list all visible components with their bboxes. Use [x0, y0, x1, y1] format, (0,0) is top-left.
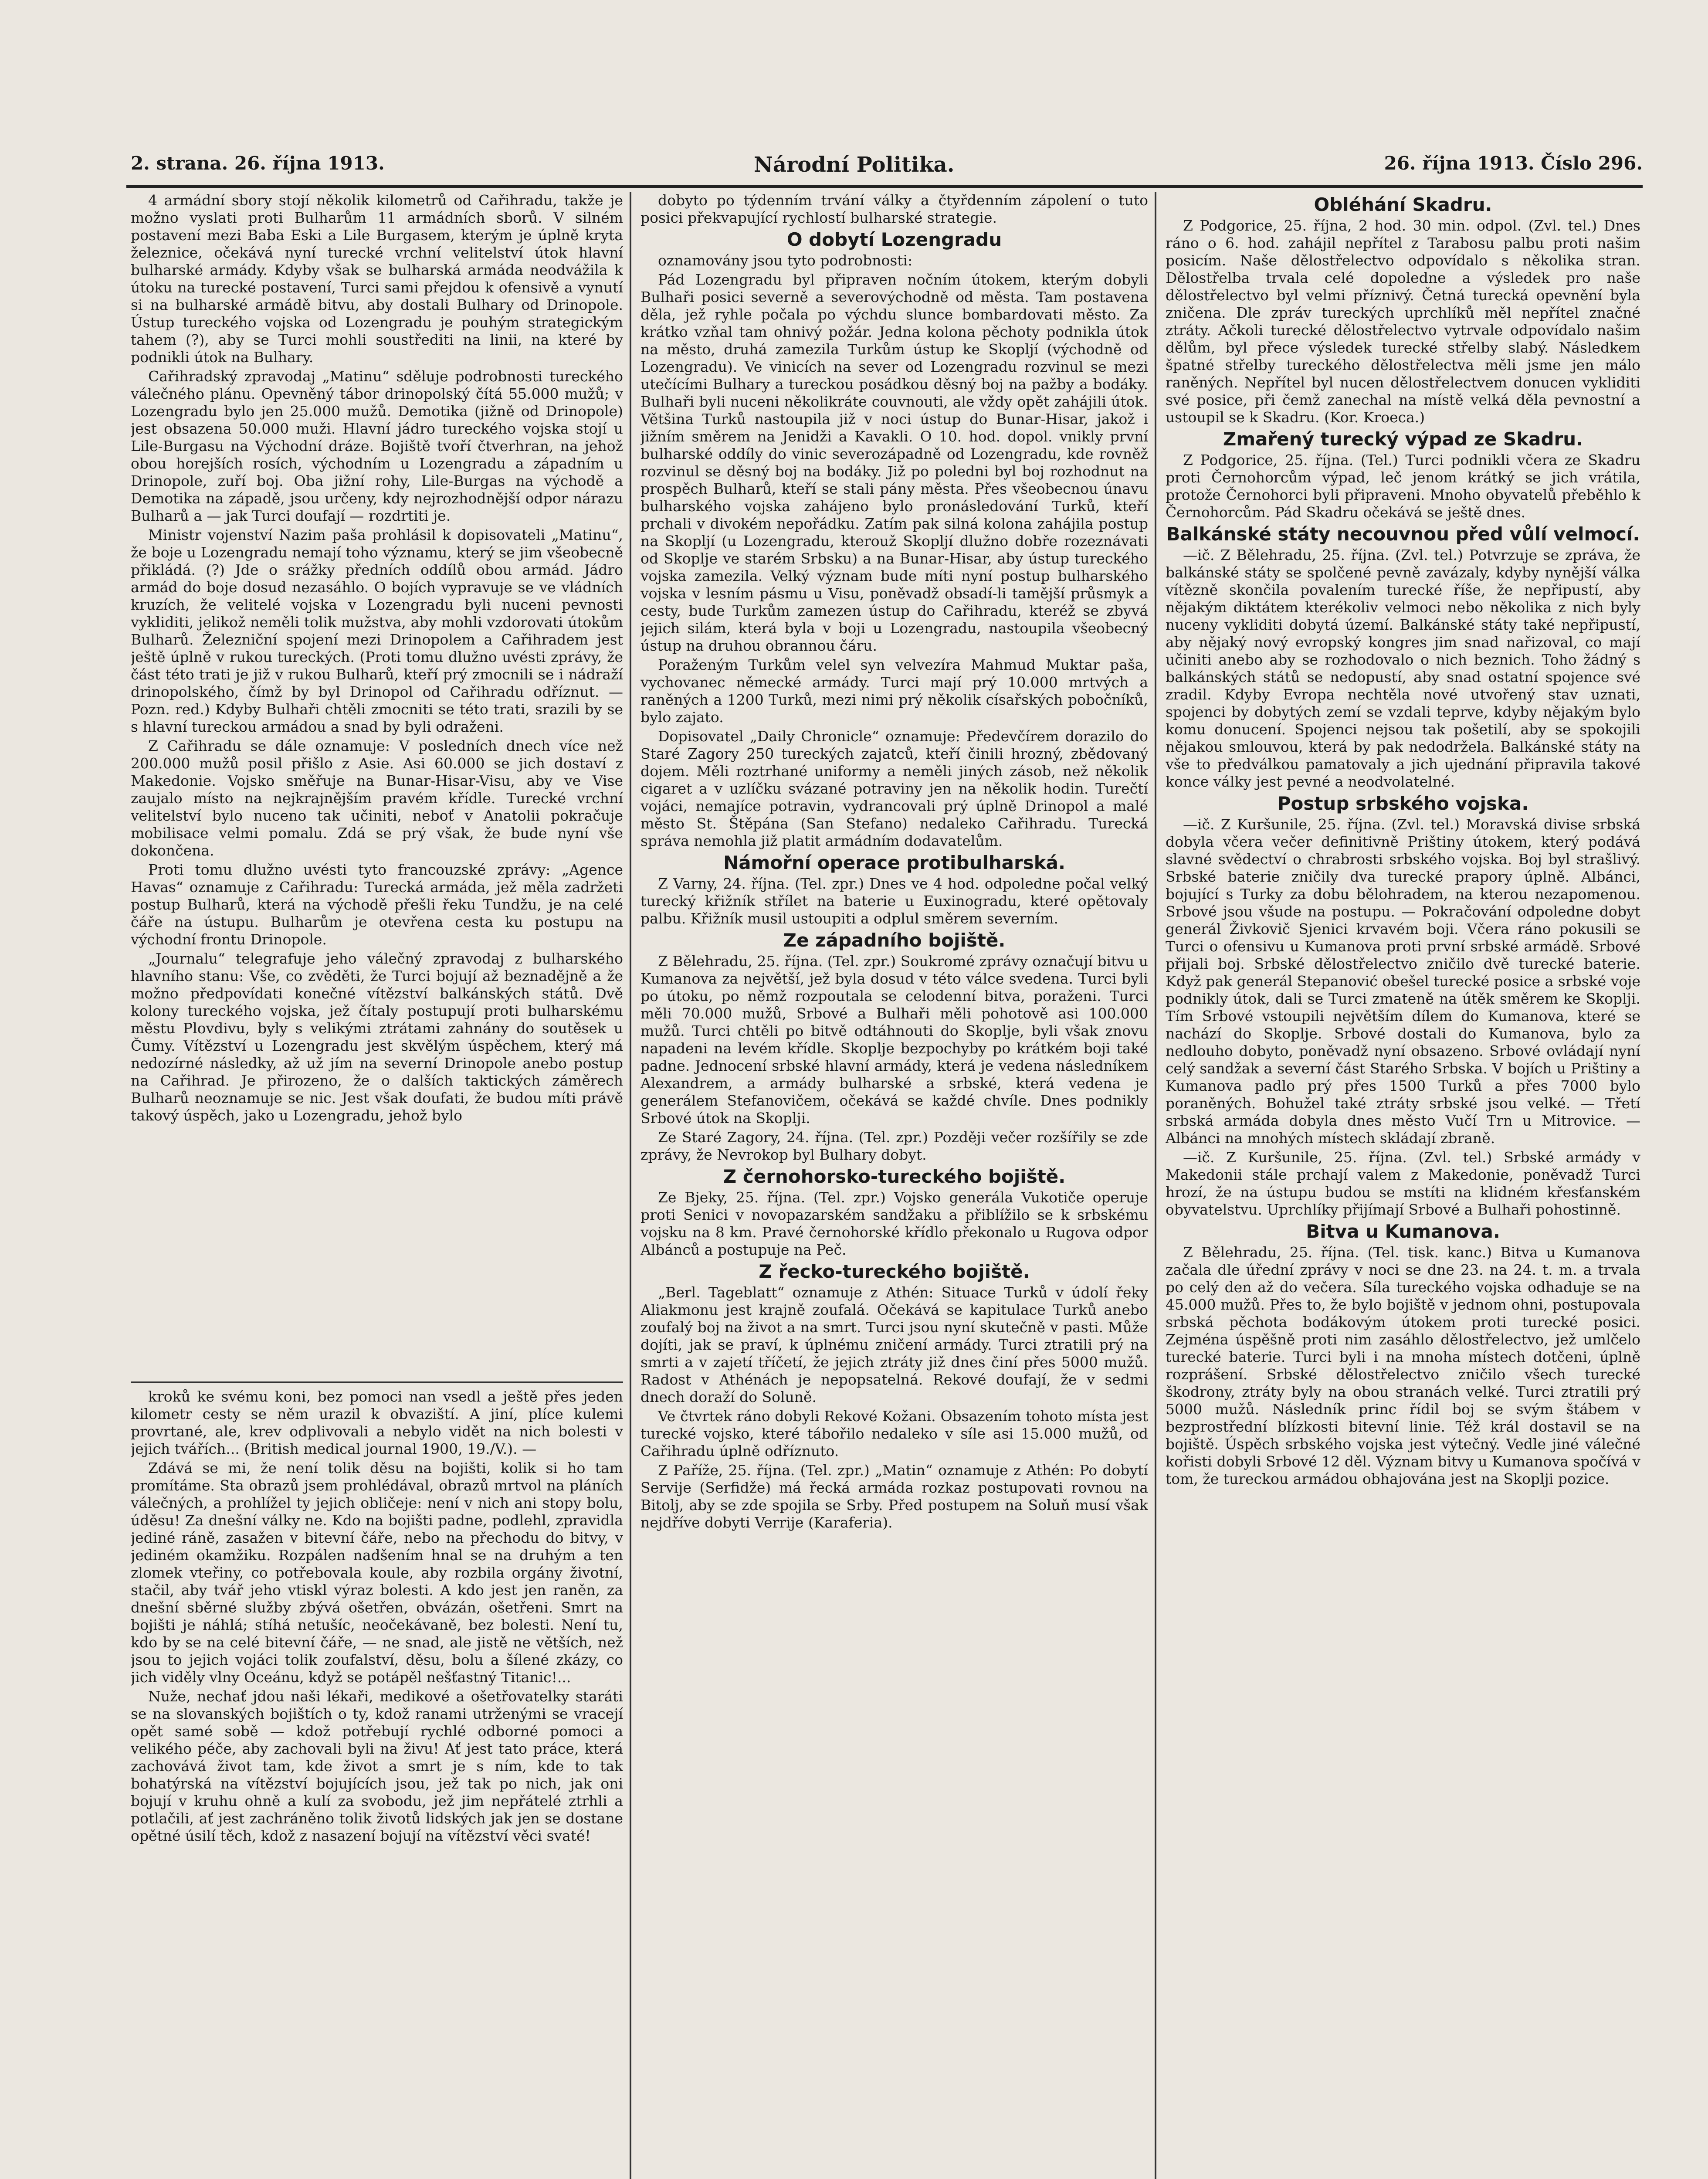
- article-paragraph: Z Podgorice, 25. října. (Tel.) Turci podnikli včera ze Skadru proti Černohorcům výpad, leč jenom krátký se jich vrátila, protože Černohorci byli připraveni. Mnoho obyvatelů přeběhlo k Černohorcům. Pád Skadru očekává se ještě dnes.: [1166, 451, 1640, 521]
- column-1-separator: [131, 1381, 623, 1383]
- masthead-title: Národní Politika.: [754, 153, 955, 177]
- article-paragraph: kroků ke svému koni, bez pomoci nan vsedl a ještě přes jeden kilometr cesty se něm urazil k obvaziští. A jiní, plíce kulemi provrtané, ale, krev odplivovali a nebylo vidět na nich bolesti v jejich tvářích... (British medical journal 1900, 19./V.). —: [131, 1388, 623, 1457]
- section-heading: Zmařený turecký výpad ze Skadru.: [1223, 428, 1583, 450]
- article-paragraph: Ze Staré Zagory, 24. října. (Tel. zpr.) Později večer rozšířily se zde zprávy, že Nevrokop byl Bulhary dobyt.: [640, 1129, 1148, 1163]
- header-rule: [126, 185, 1643, 188]
- section-heading: Bitva u Kumanova.: [1306, 1221, 1500, 1242]
- column-1-lower: [131, 1388, 623, 2179]
- article-paragraph: dobyto po týdenním trvání války a čtyřdenním zápolení o tuto posici překvapující rychlostí bulharské strategie.: [640, 192, 1148, 226]
- section-heading: Z řecko-tureckého bojiště.: [759, 1261, 1030, 1282]
- article-paragraph: Cařihradský zpravodaj „Matinu“ sděluje podrobnosti tureckého válečného plánu. Opevněný tábor drinopolský čítá 55.000 mužů; v Lozengradu bylo jen 25.000 mužů. Demotika (jižně od Drinopole) jest obsazena 50.000 muži. Hlavní jádro tureckého vojska stojí u Lile-Burgasu na Východní dráze. Bojiště tvoří čtverhran, na jehož obou horejších rosích, východním u Lozengradu a západním u Drinopole, zuří boj. Oba jižní rohy, Lile-Burgas na východě a Demotika na západě, jsou určeny, kdy nejrozhodnější odpor nárazu Bulharů a — jak Turci doufají — rozdrtiti je.: [131, 368, 623, 524]
- article-paragraph: —ič. Z Kuršunile, 25. října. (Zvl. tel.) Moravská divise srbská dobyla včera večer definitivně Prištiny útokem, který podává slavné svědectví o chrabrosti srbského vojska. Boj byl strašlivý. Srbské baterie zničily dva turecké prapory úplně. Albánci, bojující s Turky za dobu bělohradem, na kterou nezapomenou. Srbové jsou všude na postupu. — Pokračování odpoledne dobyt generál Živkovič Sjenici krvavém boji. Včera ráno pokusili se Turci o ofensivu u Kumanova proti první srbské armádě. Srbové přijali boj. Srbské dělostřelectvo zničilo dvě turecké baterie. Když pak generál Stepanović obešel turecké posice a srbské voje podnikly útok, dali se Turci zmateně na útěk směrem ke Skoplji. Tím Srbové vstoupili největším dílem do Kumanova, které se nachází do Skoplje. Srbové dostali do Kumanova, bylo za nedlouho dobyto, poněvadž nyní obsazeno. Srbové ovládají nyní celý sandžak a severní část Starého Srbska. V bojích u Prištiny a Kumanova padlo prý přes 1500 Turků a přes 7000 bylo poraněných. Bohužel také ztráty srbské jsou velké. — Třetí srbská armáda dobyla dnes město Vučí Trn u Mitrovice. — Albánci na mnohých místech skládají zbraně.: [1166, 816, 1640, 1147]
- section-heading: Ze západního bojiště.: [783, 930, 1006, 951]
- article-paragraph: Ministr vojenství Nazim paša prohlásil k dopisovateli „Matinu“, že boje u Lozengradu nemají toho významu, který se jim všeobecně přikládá. (?) Jde o srážky předních oddílů obou armád. Jádro armád do boje dosud nezasáhlo. O bojích vypravuje se ve vládních kruzích, že velitelé vojska v Lozengradu byli nuceni pevnosti vykliditi, jelikož neměli tolik mužstva, aby mohli vzdorovati útokům Bulharů. Železniční spojení mezi Drinopolem a Cařihradem jest ještě úplně v rukou tureckých. (Proti tomu dlužno uvésti zprávy, že část této trati je již v rukou Bulharů, kteří prý zmocnili se i nádraží drinopolského, čímž by byl Drinopol od Cařihradu odříznut. — Pozn. red.) Kdyby Bulhaři chtěli zmocniti se této trati, srazili by se s hlavní tureckou armádou a snad by byli odraženi.: [131, 526, 623, 735]
- article-paragraph: Poraženým Turkům velel syn velvezíra Mahmud Muktar paša, vychovanec německé armády. Turci mají prý 10.000 mrtvých a raněných a 1200 Turků, mezi nimi prý několik císařských pobočníků, bylo zajato.: [640, 656, 1148, 726]
- page-header: [131, 153, 1643, 183]
- article-paragraph: Z Cařihradu se dále oznamuje: V posledních dnech více než 200.000 mužů posil přišlo z Asie. Asi 60.000 se jich dostaví z Makedonie. Vojsko směřuje na Bunar-Hisar-Visu, aby ve Vise zaujalo místo na nejkrajnějším pravém křídle. Turecké vrchní velitelství bylo nuceno tak učiniti, neboť v Anatolii pokračuje mobilisace velmi pomalu. Zdá se prý však, že bude nyní vše dokončena.: [131, 737, 623, 859]
- article-paragraph: „Journalu“ telegrafuje jeho válečný zpravodaj z bulharského hlavního stanu: Vše, co zvěděti, že Turci bojují až beznadějně a že možno předpovídati konečné vítězství balkánských států. Dvě kolony tureckého vojska, jež čítaly postupují proti bulharskému městu Plovdivu, byly s velikými ztrátami zahnány do soutěsek u Čumy. Vítězství u Lozengradu jest skvělým úspěchem, který má nedozírné následky, až už jím na severní Drinopole anebo postup na Cařihrad. Je přirozeno, že o dalších taktických záměrech Bulharů neoznamuje se nic. Jest však doufati, že budou míti právě takový úspěch, jako u Lozengradu, jehož bylo: [131, 950, 623, 1124]
- section-heading: Obléhání Skadru.: [1314, 194, 1492, 215]
- article-paragraph: —ič. Z Bělehradu, 25. října. (Zvl. tel.) Potvrzuje se zpráva, že balkánské státy se spolčené pevně zavázaly, kdyby nynější válka vítězně skončila povalením turecké říše, že nepřipustí, aby nějakým diktátem kterékoliv velmoci nebo několika z nich byly nuceny vykliditi dobytá území. Balkánské státy také nepřipustí, aby nějaký nový evropský kongres jim snad nařizoval, co mají učiniti anebo aby se rozhodovalo o nich beznich. Toho žádný s balkánských států se nedopustí, aby snad ostatní spojence své zradil. Kdyby Evropa nechtěla nové utvořený stav uznati, spojenci by dobytých zemí se vzdali teprve, kdyby nějakým bylo komu donucení. Spojenci nejsou tak pošetilí, aby se spokojili nějakou smlouvou, která by pak nedodržela. Balkánské státy na vše to předválkou pamatovaly a jich ujednání připravila takové konce války jest pevné a neodvolatelné.: [1166, 546, 1640, 790]
- column-divider-1: [630, 192, 631, 2179]
- column-1-upper: [131, 192, 623, 1377]
- article-paragraph: Z Bělehradu, 25. října. (Tel. zpr.) Soukromé zprávy označují bitvu u Kumanova za největší, jež byla dosud v této válce svedena. Turci byli po útoku, po němž rozpoutala se celodenní bitva, poraženi. Turci měli 70.000 mužů, Srbové a Bulhaři měli pohotově asi 100.000 mužů. Turci chtěli po bitvě odtáhnouti do Skoplje, byli však znovu napadeni na levém křídle. Skoplje bezpochyby po krátkém boji také padne. Jednocení srbské hlavní armády, která je vedena následníkem Alexandrem, a armády bulharské a srbské, která vedena je generálem Stefanovičem, očekává se každé chvíle. Dnes podnikly Srbové útok na Skoplji.: [640, 953, 1148, 1127]
- article-paragraph: Pád Lozengradu byl připraven nočním útokem, kterým dobyli Bulhaři posici severně a severovýchodně od města. Tam postavena děla, jež ryhle počala po výchdu slunce bombardovati město. Za krátko vzňal tam ohnivý požár. Jedna kolona pěchoty podnikla útok na město, druhá zamezila Turkům ústup ke Skopljí (východně od Lozengradu). Ve vinicích na sever od Lozengradu rozvinul se mezi utečícími Bulhary a tureckou posádkou děsný boj na pažby a bodáky. Bulhaři byli nuceni několikráte couvnouti, ale vždy opět zahájili útok. Většina Turků nastoupila již v noci ústup do Bunar-Hisar, jakož i jižním směrem na Jenidži a Kavakli. O 10. hod. dopol. vnikly první bulharské oddíly do vinic severozápadně od Lozengradu, kde rovněž rozvinul se děsný boj na bodáky. Již po poledni byl boj rozhodnut na prospěch Bulharů, kteří se stali pány města. Přes všeobecnou únavu bulharského vojska zahájeno bylo pronásledování Turků, kteří prchali v divokém nepořádku. Zatím pak silná kolona zahájila postup na Skopljí (u Lozengradu, kterouž Skopljí dlužno dobře rozeznávati od Skoplje ve starém Srbsku) a na Bunar-Hisar, aby ústup tureckého vojska zamezila. Velký význam bude míti nyní postup bulharského vojska v lesním pásmu u Visu, poněvadž obsadí-li tamější průsmyk a cesty, bude Turkům zamezen ústup do Cařihradu, kteréž se zbyvá jejich silám, která byla v boji u Lozengradu, nastoupila všeobecný ústup na druhou obrannou čáru.: [640, 271, 1148, 654]
- article-paragraph: Proti tomu dlužno uvésti tyto francouzské zprávy: „Agence Havas“ oznamuje z Cařihradu: Turecká armáda, jež měla zadržeti postup Bulharů, která na východě přešli řeku Tundžu, je na celé čáře na ústupu. Bulharům je otevřena cesta ku postupu na východní frontu Drinopole.: [131, 861, 623, 948]
- section-heading: Námořní operace protibulharská.: [723, 852, 1065, 873]
- article-paragraph: Z Bělehradu, 25. října. (Tel. tisk. kanc.) Bitva u Kumanova začala dle úřední zprávy v noci se dne 23. na 24. t. m. a trvala po celý den až do večera. Síla tureckého vojska odhaduje se na 45.000 mužů. Přes to, že bylo bojiště v jednom ohni, postupovala srbská pěchota bodákovým útokem proti turecké posici. Zejména úspěšně proti nim zasáhlo dělostřelectvo, jež umlčelo turecké baterie. Turci byli i na mnoha místech dotčeni, úplně rozprášení. Srbské dělostřelectvo zničilo všech turecké škodrony, ztráty byly na obou stranách velké. Turci ztratili prý 5000 mužů. Následník princ řídil boj se svým štábem v bezprostřední blízkosti bitevní linie. Též král dostavil se na bojiště. Úspěch srbského vojska jest výtečný. Vedle jiné válečné kořisti dobyli Srbové 12 děl. Význam bitvy u Kumanova spočívá v tom, že tureckou armádou obhajována jest na Skoplji pozice.: [1166, 1244, 1640, 1487]
- section-heading: Postup srbského vojska.: [1277, 793, 1529, 814]
- header-date-left: 2. strana. 26. října 1913.: [131, 153, 385, 174]
- article-paragraph: Z Paříže, 25. října. (Tel. zpr.) „Matin“ oznamuje z Athén: Po dobytí Servije (Serfidže) má řecká armáda rozkaz postupovati rovnou na Bitolj, aby se zde spojila se Srby. Před postupem na Soluň musí však nejdříve dobyti Verrije (Karaferia).: [640, 1462, 1148, 1531]
- column-divider-2: [1155, 192, 1156, 2179]
- column-3: [1166, 192, 1640, 2179]
- article-paragraph: oznamovány jsou tyto podrobnosti:: [658, 252, 913, 269]
- article-paragraph: Nuže, nechať jdou naši lékaři, medikové a ošetřovatelky staráti se na slovanských bojištích o ty, kdož ranami utrženými se vracejí opět samé sobě — kdož potřebují rychlé odborné pomoci a velikého péče, aby zachovali byli na živu! Ať jest tato práce, která zachovává život tam, kde život a smrt je s ním, kde to tak bohatýrská na vítězství bojujících jsou, jež tak po nich, jak oni bojují v kruhu ohně a kulí za svobodu, jež jim nepřátelé ztrhli a potlačili, ať jest zachráněno tolik životů lidských jak jen se dostane opětné úsilí těch, kdož z nasazení bojují na vítězství věci svaté!: [131, 1688, 623, 1844]
- article-paragraph: Ve čtvrtek ráno dobyli Rekové Kožani. Obsazením tohoto místa jest turecké vojsko, které tábořilo nedaleko v síle asi 15.000 mužů, od Cařihradu úplně odříznuto.: [640, 1408, 1148, 1459]
- article-paragraph: Z Varny, 24. října. (Tel. zpr.) Dnes ve 4 hod. odpoledne počal velký turecký křižník střílet na baterie u Euxinogradu, které opětovaly palbu. Křižník musil ustoupiti a odplul směrem severním.: [640, 875, 1148, 927]
- section-heading: Z černohorsko-tureckého bojiště.: [723, 1166, 1066, 1187]
- article-paragraph: Dopisovatel „Daily Chronicle“ oznamuje: Předevčírem dorazilo do Staré Zagory 250 tureckých zajatců, kteří činili hrozný, zbědovaný dojem. Měli roztrhané uniformy a neměli jiných zásob, než několik cigaret a v uzlíčku svázané potraviny jen na několik hodin. Turečtí vojáci, nemajíce potravin, vydrancovali prý úplně Drinopol a malé město St. Štěpána (San Stefano) nedaleko Cařihradu. Turecká správa nemohla již platit armádním dodavatelům.: [640, 728, 1148, 849]
- article-paragraph: „Berl. Tageblatt“ oznamuje z Athén: Situace Turků v údolí řeky Aliakmonu jest krajně zoufalá. Očekává se kapitulace Turků anebo zoufalý boj na život a na smrt. Turci jsou nyní skutečně v pasti. Může dojíti, jak se praví, k úplnému zničení armády. Turci ztratili prý na smrti a v zajetí tříčetí, že jejich ztráty již dnes činí přes 5000 mužů. Radost v Athénách je nepopsatelná. Rekové doufají, že v sedmi dnech doraží do Soluně.: [640, 1284, 1148, 1405]
- header-issue-right: 26. října 1913. Číslo 296.: [1384, 153, 1643, 174]
- section-heading: Balkánské státy necouvnou před vůlí velmocí.: [1166, 523, 1640, 545]
- section-heading: O dobytí Lozengradu: [786, 229, 1002, 250]
- article-paragraph: Zdává se mi, že není tolik děsu na bojišti, kolik si ho tam promítáme. Sta obrazů jsem prohlédával, obrazů mrtvol na pláních válečných, a prohlížel ty jejich obličeje: není v nich ani stopy bolu, úděsu! Za dnešní války ne. Kdo na bojišti padne, podlehl, zpravidla jediné ráně, zasažen v bitevní čáře, nebo na přechodu do bitvy, v jediném okamžiku. Rozpálen nadšením hnal se na druhým a ten zlomek vteřiny, co potřebovala koule, aby rozbila orgány životní, stačil, aby tvář jeho vtiskl výraz bolesti. A kdo jest jen raněn, za dnešní sběrné služby zbývá ošetřen, obvázán, ošetřeni. Smrt na bojišti je náhlá; stíhá netušíc, neočekávaně, bez bolesti. Není tu, kdo by se na celé bitevní čáře, — ne snad, ale jistě ne větších, než jsou to jejich vojáci tolik zoufalství, děsu, bolu a šílené zkázy, co jich viděly vlny Oceánu, když se potápěl nešťastný Titanic!...: [131, 1459, 623, 1686]
- column-2: [640, 192, 1148, 2179]
- article-paragraph: Ze Bjeky, 25. října. (Tel. zpr.) Vojsko generála Vukotiče operuje proti Senici v novopazarském sandžaku a přiblížilo se k srbskému vojsku na 8 km. Pravé černohorské křídlo překonalo u Rugova odpor Albánců a postupuje na Peč.: [640, 1189, 1148, 1258]
- article-paragraph: —ič. Z Kuršunile, 25. října. (Zvl. tel.) Srbské armády v Makedonii stále prchají valem z Makedonie, poněvadž Turci hrozí, že na ústupu budou se mstíti na klidném křesťanském obyvatelstvu. Uprchlíky přijímají Srbové a Bulhaři pohostinně.: [1166, 1149, 1640, 1218]
- article-paragraph: 4 armádní sbory stojí několik kilometrů od Cařihradu, takže je možno vyslati proti Bulharům 11 armádních sborů. V silném postavení mezi Baba Eski a Lile Burgasem, kterým je úplně kryta železnice, očekává nyní turecké vrchní velitelství útok hlavní bulharské armády. Kdyby však se bulharská armáda neodvážila k útoku na turecké postavení, Turci sami přejdou k ofensivě a vynutí si na bulharské armádě bitvu, aby dostali Bulhary od Drinopole. Ústup tureckého vojska od Lozengradu je pouhým strategickým tahem (?), aby se Turci mohli soustřediti na linii, na které by podnikli útok na Bulhary.: [131, 192, 623, 366]
- article-paragraph: Z Podgorice, 25. října, 2 hod. 30 min. odpol. (Zvl. tel.) Dnes ráno o 6. hod. zahájil nepřítel z Tarabosu palbu proti našim posicím. Naše dělostřelectvo odpovídalo s několika stran. Dělostřelba trvala celé dopoledne a výsledek pro naše dělostřelectvo byl velmi příznivý. Četná turecká opevnění byla zničena. Dle zpráv tureckých uprchlíků měl nepřítel značné ztráty. Ačkoli turecké dělostřelectvo vytrvale odpovídalo našim dělům, byl přece výsledek turecké střelby slabý. Následkem špatné střelby tureckého dělostřelectva měli jsme jen málo raněných. Nepřítel byl nucen dělostřelectvem donucen vykliditi své posice, při čemž zanechal na místě velká děla pevnostní a ustoupil se k Skadru. (Kor. Kroeca.): [1166, 217, 1640, 426]
